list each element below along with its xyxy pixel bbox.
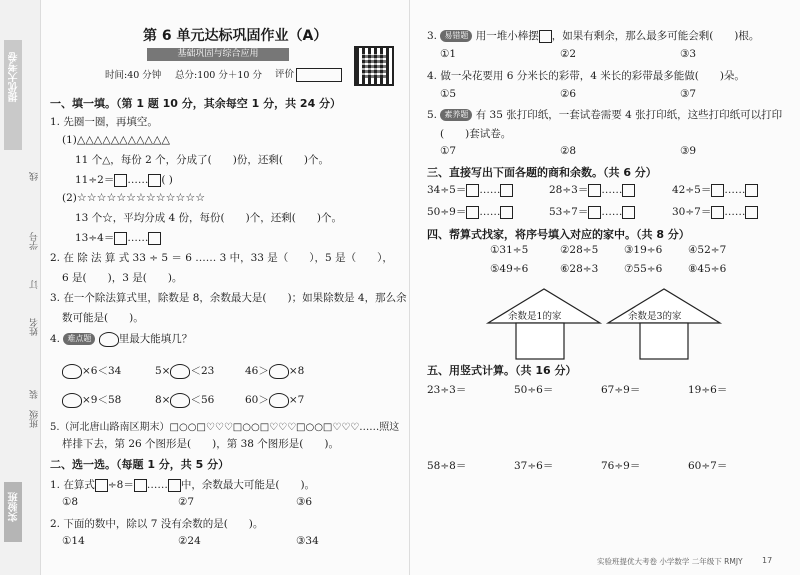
r-q3: 3. 易错题 用一堆小棒摆 ，如果有剩余，那么最多可能会剩( )根。 [427, 30, 760, 42]
s1-q4-item-5: 8× ＜56 [155, 394, 215, 406]
s1-q5-line1: 5.（河北唐山路南区期末）□○○□♡♡♡□○○□♡♡♡□○○□♡♡♡……照这 [50, 422, 400, 433]
peach-icon [170, 393, 190, 408]
section-1-title: 一、填一填。（第 1 题 10 分，其余每空 1 分，共 24 分） [50, 97, 342, 110]
s1-q1a-text: 11 个△，每份 2 个，分成了( )份，还剩( )个。 [75, 154, 330, 166]
s5-row1-1: 23÷3＝ [427, 384, 467, 396]
footer-text: 实验班提优大考卷 小学数学 二年级下 RMJY [597, 557, 743, 566]
s2-q2-option-1[interactable]: ①14 [62, 535, 85, 547]
error-prone-badge: 易错题 [440, 30, 472, 42]
answer-box[interactable] [466, 206, 479, 219]
peach-icon [62, 364, 82, 379]
peach-icon [62, 393, 82, 408]
answer-box[interactable] [500, 184, 513, 197]
answer-box[interactable] [745, 206, 758, 219]
subtitle-bar: 基础巩固与综合应用 [147, 48, 289, 61]
peach-icon [170, 364, 190, 379]
page-title: 第 6 单元达标巩固作业（A） [143, 28, 328, 44]
spine-brand-bottom: 实验班 [9, 492, 20, 522]
answer-box[interactable] [711, 184, 724, 197]
answer-box[interactable] [168, 479, 181, 492]
star-shapes: ☆☆☆☆☆☆☆☆☆☆☆☆☆ [76, 191, 206, 204]
s2-q1-option-3[interactable]: ③6 [296, 496, 313, 508]
answer-box[interactable] [466, 184, 479, 197]
s1-q3-line2: 数可能是( )。 [62, 312, 144, 324]
s1-q4-item-2: 5× ＜23 [155, 365, 215, 377]
house-1-label: 余数是1的家 [508, 311, 562, 322]
answer-box[interactable] [148, 232, 161, 245]
r-q5-option-3[interactable]: ③9 [680, 145, 697, 157]
s4-row2-2: ⑥28÷3 [560, 263, 599, 275]
r-q4-option-1[interactable]: ①5 [440, 88, 457, 100]
answer-box[interactable] [622, 184, 635, 197]
s1-q1a-shapes-row: (1)△△△△△△△△△△△ [62, 133, 170, 146]
r-q3-option-3[interactable]: ③3 [680, 48, 697, 60]
difficulty-badge: 难点题 [63, 333, 95, 345]
answer-box[interactable] [148, 174, 161, 187]
house-2-body [640, 323, 688, 359]
s5-row2-1: 58÷8＝ [427, 460, 467, 472]
s1-q4-item-3: 46＞ ×8 [245, 365, 305, 377]
s1-q2-line1: 2. 在 除 法 算 式 33 ÷ 5 ＝ 6 …… 3 中，33 是（ ），5 是（ ）， [50, 252, 393, 264]
s1-q2-line2: 6 是( )，3 是( )。 [62, 272, 183, 284]
time-label: 时间:40 分钟 [105, 70, 162, 81]
s5-row2-3: 76÷9＝ [601, 460, 641, 472]
r-q3-option-1[interactable]: ①1 [440, 48, 457, 60]
s1-q1a-equation: 11÷2＝ …… ( ) [75, 174, 173, 186]
answer-box[interactable] [114, 174, 127, 187]
s2-q1: 1. 在算式 ÷8＝ …… 中，余数最大可能是( )。 [50, 479, 316, 491]
s3-row2-item1: 50÷9＝ …… [427, 204, 513, 219]
houses-diagram [480, 285, 730, 360]
s3-row2-item3: 30÷7＝ …… [672, 204, 758, 219]
literacy-badge: 素养题 [440, 109, 472, 121]
spine-field-name: 姓名 [30, 318, 40, 336]
answer-box[interactable] [500, 206, 513, 219]
book-spine [0, 0, 41, 575]
s5-row2-4: 60÷7＝ [688, 460, 728, 472]
r-q5-option-2[interactable]: ②8 [560, 145, 577, 157]
spine-cut-label-3: 装 [30, 390, 40, 399]
s4-row2-3: ⑦55÷6 [624, 263, 663, 275]
s1-q1b-text: 13 个☆，平均分成 4 份，每份( )个，还剩( )个。 [75, 212, 342, 224]
spine-field-class: 班级 [30, 410, 40, 428]
r-q4-option-3[interactable]: ③7 [680, 88, 697, 100]
section-2-title: 二、选一选。（每题 1 分，共 5 分） [50, 458, 230, 471]
pattern-sequence: □○○□♡♡♡□○○□♡♡♡□○○□♡♡♡…… [169, 422, 380, 433]
answer-box[interactable] [114, 232, 127, 245]
s1-q4: 4. 难点题 里最大能填几？ [50, 333, 193, 345]
answer-box[interactable] [539, 30, 552, 43]
spine-field-number: 学号 [30, 232, 40, 250]
s1-q1: 1. 先圈一圈，再填空。 [50, 116, 158, 128]
s1-q4-item-1: ×6＜34 [62, 363, 121, 379]
answer-box[interactable] [711, 206, 724, 219]
section-4-title: 四、帮算式找家，将序号填入对应的家中。（共 8 分） [427, 228, 690, 241]
house-2-label: 余数是3的家 [628, 311, 682, 322]
peach-icon [269, 393, 289, 408]
s1-q3-line1: 3. 在一个除法算式里，除数是 8，余数最大是( )；如果除数是 4，那么余 [50, 292, 407, 304]
s5-row2-2: 37÷6＝ [514, 460, 554, 472]
s3-row2-item2: 53÷7＝ …… [549, 204, 635, 219]
s1-q1b-shapes-row: (2)☆☆☆☆☆☆☆☆☆☆☆☆☆ [62, 191, 206, 204]
s2-q1-option-1[interactable]: ①8 [62, 496, 79, 508]
s4-row1-4: ④52÷7 [688, 244, 727, 256]
r-q4: 4. 做一朵花要用 6 分米长的彩带，4 米长的彩带最多能做( )朵。 [427, 70, 745, 82]
s3-row1-item2: 28÷3＝ …… [549, 182, 635, 197]
score-label: 总分:100 分＋10 分 [175, 70, 262, 81]
s2-q2: 2. 下面的数中，除以 7 没有余数的是( )。 [50, 518, 264, 530]
s1-q4-item-6: 60＞ ×7 [245, 394, 305, 406]
qr-code-icon [354, 46, 394, 86]
spine-brand-top: 提优大考卷 [9, 52, 20, 102]
peach-icon [269, 364, 289, 379]
peach-icon [99, 332, 119, 347]
house-1-body [516, 323, 564, 359]
answer-box[interactable] [95, 479, 108, 492]
s3-row1-item1: 34÷5＝ …… [427, 182, 513, 197]
s4-row1-3: ③19÷6 [624, 244, 663, 256]
rating-field[interactable] [296, 68, 342, 82]
s3-row1-item3: 42÷5＝ …… [672, 182, 758, 197]
s1-q4-item-4: ×9＜58 [62, 392, 121, 408]
triangle-shapes: △△△△△△△△△△△ [76, 133, 170, 146]
r-q5-line1: 5. 素养题 有 35 张打印纸，一套试卷需要 4 张打印纸，这些打印纸可以打印 [427, 109, 783, 121]
s5-row1-3: 67÷9＝ [601, 384, 641, 396]
page-number: 17 [762, 556, 773, 565]
s2-q2-option-2[interactable]: ②24 [178, 535, 201, 547]
answer-box[interactable] [622, 206, 635, 219]
s4-row1-2: ②28÷5 [560, 244, 599, 256]
rating-box[interactable] [275, 66, 342, 82]
s4-row1-1: ①31÷5 [490, 244, 529, 256]
answer-box[interactable] [588, 184, 601, 197]
s5-row1-2: 50÷6＝ [514, 384, 554, 396]
r-q5-line2: ( )套试卷。 [440, 128, 512, 140]
rating-label: 评价 [275, 69, 295, 80]
r-q5-option-1[interactable]: ①7 [440, 145, 457, 157]
s1-q1b-equation: 13÷4＝ …… [75, 230, 161, 245]
s5-row1-4: 19÷6＝ [688, 384, 728, 396]
spine-cut-label-2: 订 [30, 280, 40, 289]
answer-box[interactable] [134, 479, 147, 492]
section-3-title: 三、直接写出下面各题的商和余数。（共 6 分） [427, 166, 657, 179]
answer-box[interactable] [745, 184, 758, 197]
page-fold [409, 0, 410, 575]
answer-box[interactable] [588, 206, 601, 219]
s2-q2-option-3[interactable]: ③34 [296, 535, 319, 547]
section-5-title: 五、用竖式计算。（共 16 分） [427, 364, 577, 377]
spine-cut-label: 线 [30, 172, 40, 181]
r-q3-option-2[interactable]: ②2 [560, 48, 577, 60]
s1-q5-line2: 样排下去，第 26 个图形是( )，第 38 个图形是( )。 [62, 438, 339, 450]
r-q4-option-2[interactable]: ②6 [560, 88, 577, 100]
s2-q1-option-2[interactable]: ②7 [178, 496, 195, 508]
s4-row2-4: ⑧45÷6 [688, 263, 727, 275]
s4-row2-1: ⑤49÷6 [490, 263, 529, 275]
